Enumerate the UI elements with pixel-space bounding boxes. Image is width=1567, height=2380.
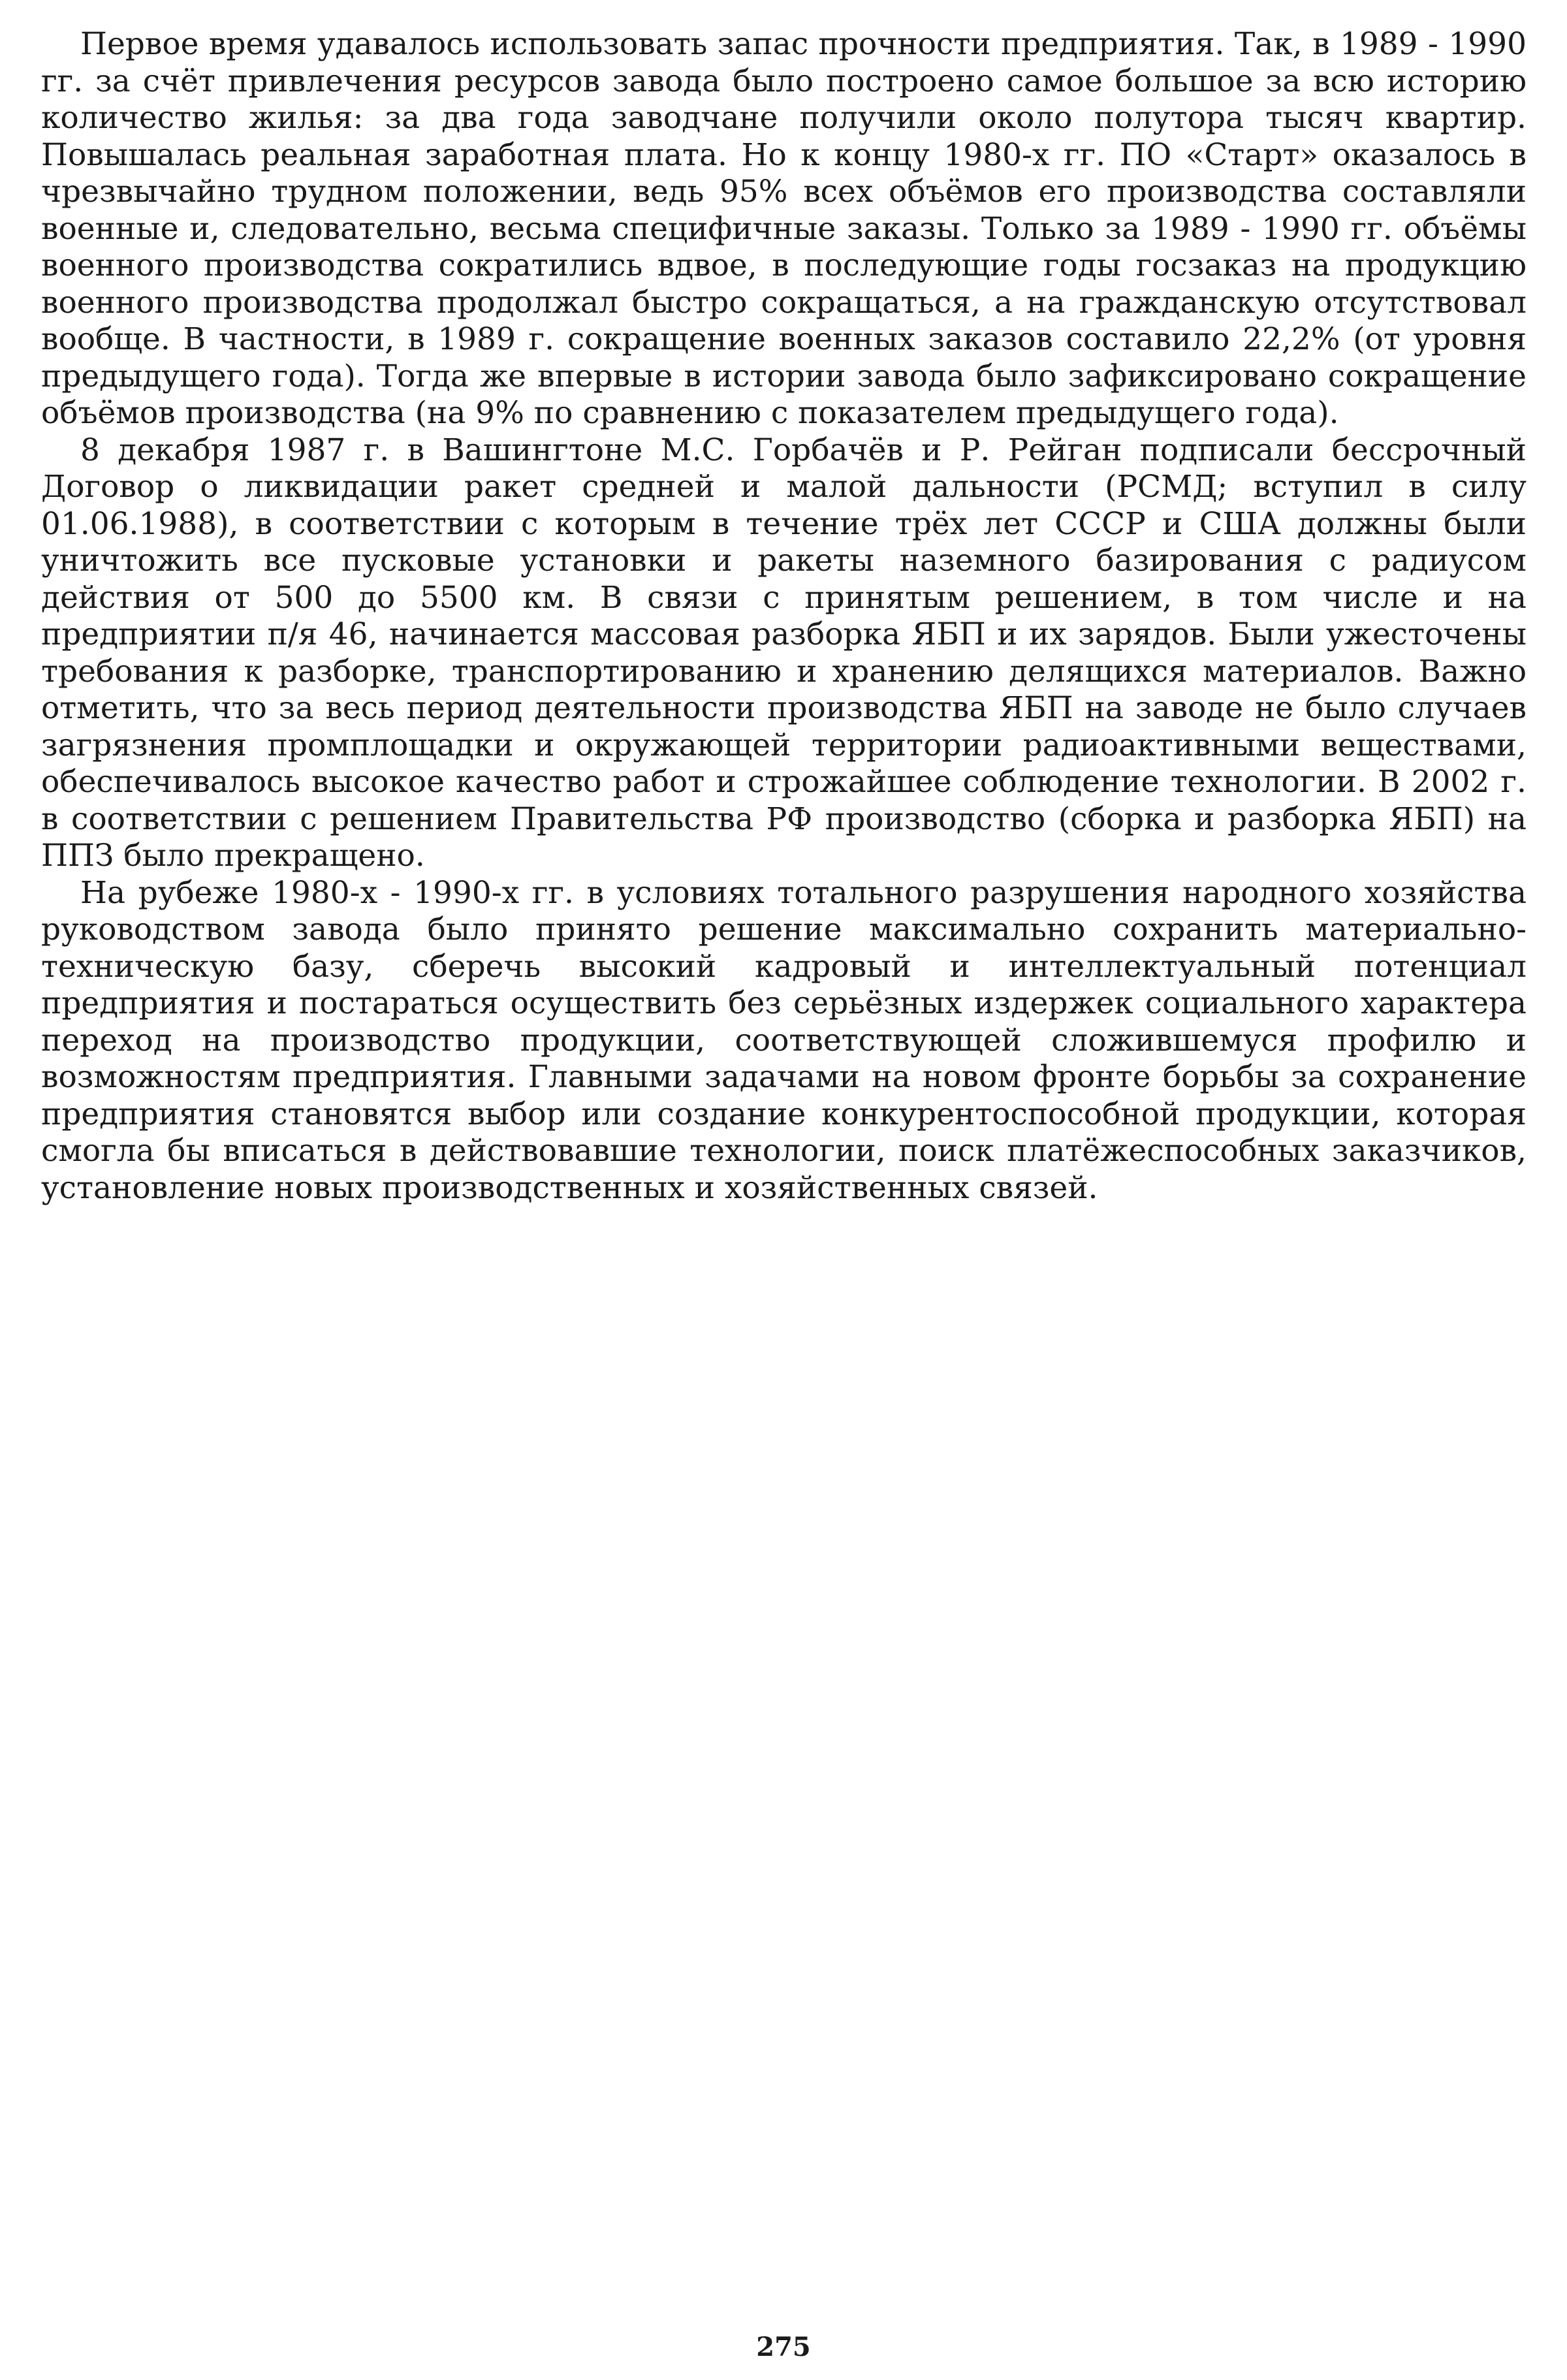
paragraph-2: 8 декабря 1987 г. в Вашингтоне М.С. Горбачёв и Р. Рейган подписали бессрочный Договор о ликвидации ракет средней и малой дальности (РСМД; вступил в силу 01.06.1988), в соответствии с которым в течение трёх лет СССР и США должны были уничтожить все пусковые установки и ракеты наземного базирования с радиусом действия от 500 до 5500 км. В связи с принятым решением, в том числе и на предприятии п/я 46, начинается массовая разборка ЯБП и их зарядов. Были ужесточены требования к разборке, транспортированию и хранению делящихся материалов. Важно отметить, что за весь период деятельности производства ЯБП на заводе не было случаев загрязнения промплощадки и окружающей территории радиоактивными веществами, обеспечивалось высокое качество работ и строжайшее соблюдение технологии. В 2002 г. в соответствии с решением Правительства РФ производство (сборка и разборка ЯБП) на ППЗ было прекращено. [41, 432, 1527, 874]
page-number: 275 [756, 2332, 811, 2362]
paragraph-1: Первое время удавалось использовать запас прочности предприятия. Так, в 1989 - 1990 гг. за счёт привлечения ресурсов завода было построено самое большое за всю историю количество жилья: за два года заводчане получили около полутора тысяч квартир. Повышалась реальная заработная плата. Но к концу 1980-х гг. ПО «Старт» оказалось в чрезвычайно трудном положении, ведь 95% всех объёмов его производства составляли военные и, следовательно, весьма специфичные заказы. Только за 1989 - 1990 гг. объёмы военного производства сократились вдвое, в последующие годы госзаказ на продукцию военного производства продолжал быстро сокращаться, а на гражданскую отсутствовал вообще. В частности, в 1989 г. сокращение военных заказов составило 22,2% (от уровня предыдущего года). Тогда же впервые в истории завода было зафиксировано сокращение объёмов производства (на 9% по сравнению с показателем предыдущего года). [41, 26, 1527, 431]
paragraph-3: На рубеже 1980-х - 1990-х гг. в условиях тотального разрушения народного хозяйства руководством завода было принято решение максимально сохранить материально-техническую базу, сберечь высокий кадровый и интеллектуальный потенциал предприятия и постараться осуществить без серьёзных издержек социального характера переход на производство продукции, соответствующей сложившемуся профилю и возможностям предприятия. Главными задачами на новом фронте борьбы за сохранение предприятия становятся выбор или создание конкурентоспособной продукции, которая смогла бы вписаться в действовавшие технологии, поиск платёжеспособных заказчиков, установление новых производственных и хозяйственных связей. [41, 874, 1527, 1206]
body-text [41, 26, 1527, 1207]
